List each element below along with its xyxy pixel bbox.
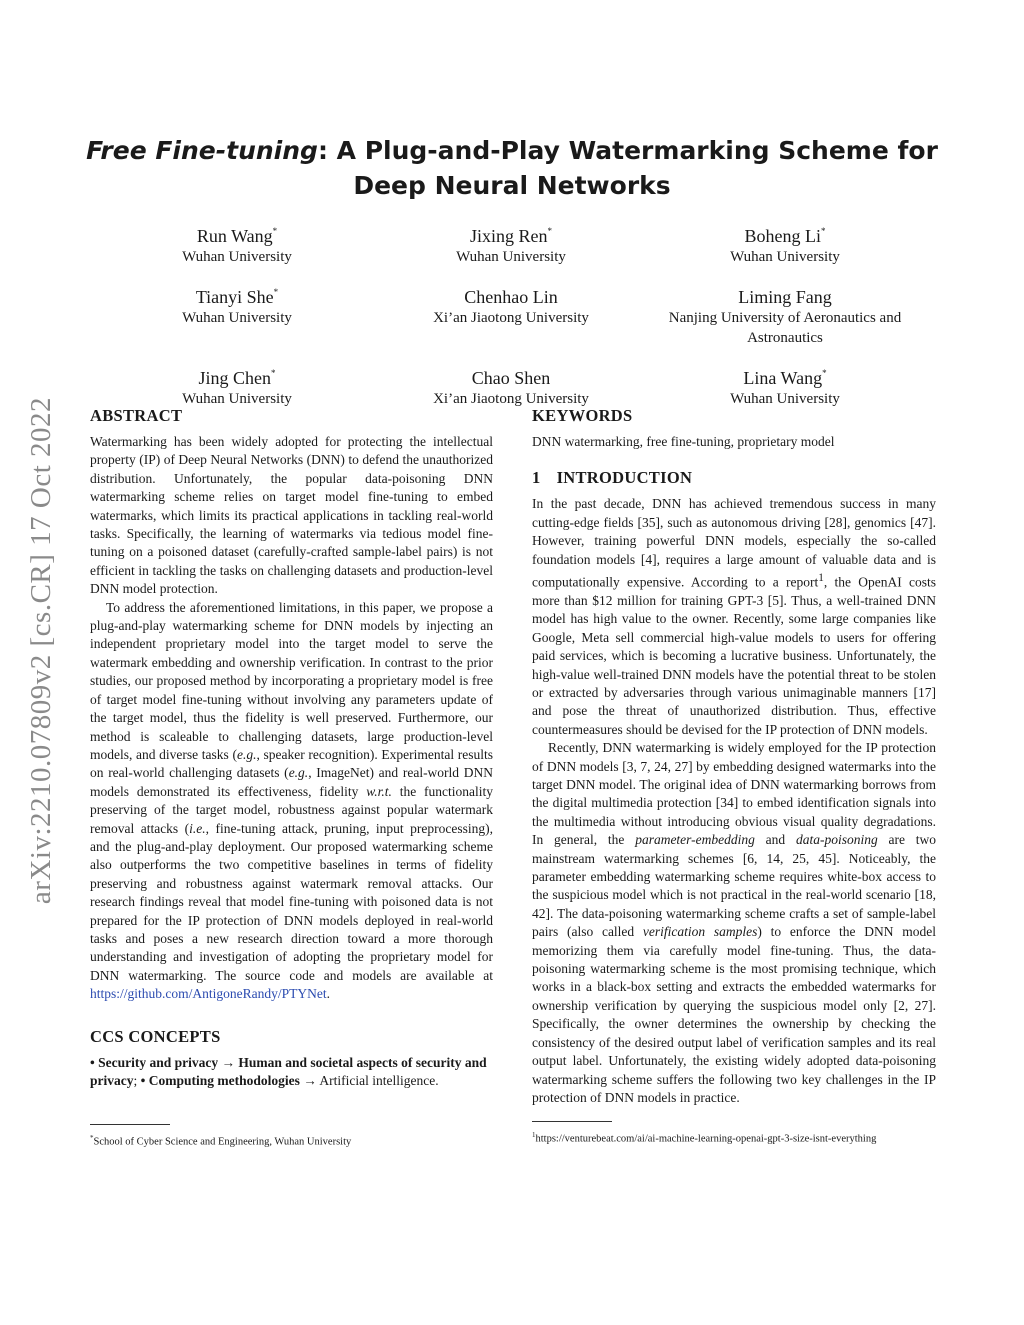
left-column [90,405,493,1150]
author-mark: * [547,226,552,236]
footnote-divider [90,1124,170,1125]
title-rest: : A Plug-and-Play Watermarking Scheme for [317,136,938,165]
author-name: Chao Shen [471,368,551,388]
footnote-ref: 1 [818,572,824,585]
author-block [100,362,374,409]
intro-text: Recently, DNN watermarking is widely employed for the IP protection of DNN models [3, 7, 24, 27] by embedding designed watermarks into the target DNN model. The original idea of DNN watermarking borrows from the digital multimedia protection [34] to embed identification signals into the multimedia without introducing obvious visual quality degradations. In general, the [532,740,936,848]
ccs-item: Human and societal aspects of security and privacy [90,1054,487,1088]
title-italic: Free Fine-tuning [86,136,318,165]
abstract-text: , fine-tuning attack, pruning, input preprocessing), and the plug-and-play deployment. Our proposed watermarking scheme also outperforms the two competitive baselines in terms of fidelity preserving and robustness against watermark removal attacks. Our research findings reveal that model fine-tuning with poisoned data is not prepared for the IP protection of DNN models deployed in real-world tasks and poses a new research direction toward a more thorough understanding and investigation of adopting the proprietary model for DNN watermarking. The source code and models are available at [90,820,493,983]
author-affiliation: Wuhan University [456,249,566,265]
intro-text: and [754,832,796,848]
author-mark: * [273,287,279,297]
ccs-bullet: • Computing methodologies [140,1073,300,1088]
author-affiliation: Wuhan University [730,391,840,407]
author-affiliation: Wuhan University [182,391,292,407]
footnote-mark: 1 [532,1131,536,1140]
author-affiliation: Xi’an Jiaotong University [433,310,589,326]
author-affiliation: Wuhan University [182,310,292,326]
intro-text: ) to enforce the DNN model memorizing them via carefully model fine-tuning. Thus, the data-poisoning watermarking scheme is the most promising technique, which works in a black-box setting and extracts the embedded watermarks for ownership verification by querying the suspicious model only [2, 27]. Specifically, the owner determines the ownership by checking the consistency of the desired output label of verification samples and its real output label. Unfortunately, the existing widely adopted data-poisoning watermarking scheme suffers the following two key challenges in the IP protection of DNN models in practice. [532,924,937,1105]
author-name: Jing Chen [198,368,271,388]
author-block [374,362,648,409]
author-grid [100,220,924,423]
introduction-heading [532,467,936,489]
author-mark: * [271,368,276,378]
author-affiliation: Wuhan University [182,249,292,265]
author-name: Liming Fang [738,287,832,307]
footnote-mark: * [90,1134,94,1143]
author-name: Tianyi She [195,287,274,307]
author-affiliation: Wuhan University [730,249,840,265]
intro-em: data-poisoning [795,832,878,848]
intro-em: verification samples [642,924,758,940]
author-block [374,281,648,348]
github-link[interactable]: https://github.com/AntigoneRandy/PTYNet [90,986,327,1002]
abstract-text: the functionality preserving of the target model, robustness against popular watermark removal attacks ( [90,783,493,836]
author-block [648,281,922,348]
author-block [100,220,374,267]
footnote-divider [532,1121,612,1122]
author-block [100,281,374,348]
abstract-em: e.g. [288,765,309,781]
abstract-text: , speaker recognition). Experimental results on real-world challenging datasets ( [90,746,494,781]
footnote-left [90,1131,493,1150]
abstract-heading: ABSTRACT [90,406,183,425]
abstract-em: e.g. [236,746,257,762]
ccs-bullet: • Security and privacy [90,1054,219,1070]
footnote-text: School of Cyber Science and Engineering, Wuhan University [93,1136,352,1148]
section-number: 1 [532,468,541,488]
author-mark: * [272,226,278,236]
footnote-text: https://venturebeat.com/ai/ai-machine-learning-openai-gpt-3-size-isnt-everything [535,1133,877,1145]
author-name: Boheng Li [744,226,821,246]
author-name: Lina Wang [743,368,823,388]
abstract-paragraph-2 [90,599,493,1004]
abstract-text: . [326,986,330,1002]
footnote-right [532,1128,936,1147]
section-title: INTRODUCTION [556,468,693,488]
intro-text: , the OpenAI costs more than $12 million for training GPT-3 [5]. Thus, a well-trained DNN model has high value to the owner. Recently, some large companies like Google, Meta sell commercial high-value models to users for offering paid services, which is becoming a lucrative business. Unfortunately, the high-value well-trained DNN models have the potential threat to be stolen or extracted by adversaries through various unimaginable manners [17] and pose the threat of unauthorized distribution. Thus, effective countermeasures should be devised for the IP protection of DNN models. [532,574,936,737]
abstract-em: i.e. [189,820,206,836]
arxiv-identifier [26,355,58,945]
author-name: Run Wang [196,226,273,246]
author-name: Chenhao Lin [464,287,558,307]
ccs-heading: CCS CONCEPTS [90,1026,221,1046]
intro-text: In the past decade, DNN has achieved tremendous success in many cutting-edge fields [35], such as autonomous driving [28], genomics [47]. However, training powerful DNN models, especially the so-called foundation models [4], requires a large amount of valuable data and is computationally expensive. According to a report [532,496,936,590]
author-block [648,220,922,267]
author-affiliation: Nanjing University of Aeronautics and Astronautics [668,310,902,346]
author-name: Jixing Ren [469,226,548,246]
ccs-concepts [90,1054,493,1091]
ccs-arrow: → [218,1054,239,1070]
intro-paragraph-2 [532,739,936,1107]
author-block [648,362,922,409]
keywords-text: DNN watermarking, free fine-tuning, proprietary model [532,434,835,449]
title-line2: Deep Neural Networks [353,171,671,200]
arxiv-id-text: arXiv:2210.07809v2 [cs.CR] 17 Oct 2022 [25,396,58,904]
author-mark: * [821,226,826,236]
author-affiliation: Xi’an Jiaotong University [433,391,589,407]
author-block [374,220,648,267]
abstract-text: To address the aforementioned limitations, in this paper, we propose a plug-and-play watermarking scheme for DNN models by injecting an independent proprietary model into the target model to serve the watermark embedding and ownership verification. In contrast to the prior studies, our proposed method by incorporating a proprietary model is free of target model fine-tuning without involving any parameters update of the target model, thus the fidelity is well preserved. Furthermore, our method is scaleable to challenging datasets, large production-level models, and diverse tasks ( [90,599,493,762]
intro-paragraph-1 [532,495,936,739]
right-column [532,405,936,1147]
abstract-text: , ImageNet) and real-world DNN models demonstrated its effectiveness, fidelity [90,765,493,799]
abstract-em: w.r.t. [366,783,392,799]
keywords-heading: KEYWORDS [532,406,633,425]
intro-em: parameter-embedding [635,832,755,848]
ccs-arrow: → [299,1073,320,1088]
author-mark: * [822,368,827,378]
ccs-item: Artificial intelligence. [319,1073,439,1088]
abstract-paragraph-1: Watermarking has been widely adopted for protecting the intellectual property (IP) of Deep Neural Networks (DNN) to defend the unauthorized distribution. Unfortunately, the popular data-poisoning DNN watermarking scheme relies on target model fine-tuning to embed watermarks, which limits its practical applications in tackling real-world tasks. Specifically, the learning of watermarks via tedious model fine-tuning on a poisoned dataset (carefully-crafted sample-label pairs) is not efficient in tackling the tasks on challenging datasets and production-level DNN model protection. [90,434,493,597]
intro-text: are two mainstream watermarking schemes [6, 14, 25, 45]. Noticeably, the parameter embedding watermarking scheme requires white-box access to the suspicious model which is not practical in the real-world scenario [18, 42]. The data-poisoning watermarking scheme crafts a set of sample-label pairs (also called [532,832,937,940]
ccs-sep: ; [133,1073,141,1088]
paper-title [80,133,944,203]
